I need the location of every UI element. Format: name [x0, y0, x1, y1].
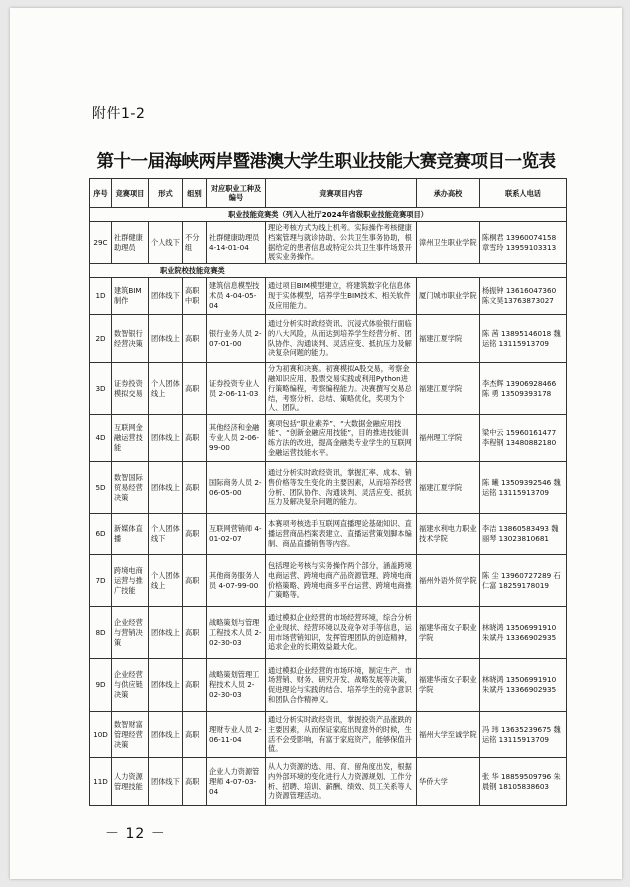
- cell-school: 华侨大学: [417, 758, 480, 806]
- cell-job: 战略策划管理工程技术人员 2-02-30-03: [207, 659, 266, 712]
- cell-form: 团体线上: [149, 462, 183, 514]
- cell-no: 10D: [90, 712, 112, 758]
- cell-job: 其他经济和金融专业人员 2-06-99-00: [207, 415, 266, 462]
- header-contact: 联系人电话: [480, 179, 567, 208]
- cell-group: 高职: [183, 462, 207, 514]
- cell-form: 个人线下: [149, 222, 183, 264]
- table-row: [90, 462, 567, 514]
- header-school: 承办高校: [417, 179, 480, 208]
- cell-group: 高职: [183, 514, 207, 555]
- cell-job: 建筑信息模型技术员 4-04-05-04: [207, 278, 266, 315]
- cell-project: 互联网金融运营技能: [112, 415, 149, 462]
- header-job: 对应职业工种及编号: [207, 179, 266, 208]
- cell-school: 福建华南女子职业学院: [417, 607, 480, 659]
- cell-content: 通过模拟企业经营的市场环境，制定生产、市场营销、财务、研究开发、战略发展等决策，促进理论与实践的结合、培养学生的竞争意识和团队合作精神义。: [266, 659, 417, 712]
- cell-no: 1D: [90, 278, 112, 315]
- cell-contact: 陈 尘 13960727289 石仁富 18259178019: [480, 555, 567, 607]
- annex-label: 附件1-2: [92, 106, 146, 122]
- cell-job: 社群健康助理员 4-14-01-04: [207, 222, 266, 264]
- cell-school: 福建江夏学院: [417, 315, 480, 363]
- header-group: 组别: [183, 179, 207, 208]
- section-title: 职业技能竞赛类（列入人社厅2024年省级职业技能竞赛项目）: [90, 208, 567, 222]
- section-row: [90, 208, 567, 222]
- cell-contact: 林晓鸿 13506991910 朱斌丹 13366902935: [480, 659, 567, 712]
- cell-project: 新媒体直播: [112, 514, 149, 555]
- cell-contact: 李杰辉 13906928466 陈 勇 13509393178: [480, 363, 567, 415]
- cell-form: 团体线下: [149, 758, 183, 806]
- table-row: [90, 555, 567, 607]
- cell-no: 2D: [90, 315, 112, 363]
- section-row: [90, 264, 567, 278]
- cell-group: 不分组: [183, 222, 207, 264]
- cell-job: 银行业务人员 2-07-01-00: [207, 315, 266, 363]
- table-row: [90, 712, 567, 758]
- header-form: 形式: [149, 179, 183, 208]
- table-row: [90, 415, 567, 462]
- cell-no: 29C: [90, 222, 112, 264]
- cell-job: 互联网营销师 4-01-02-07: [207, 514, 266, 555]
- cell-no: 3D: [90, 363, 112, 415]
- header-content: 竞赛项目内容: [266, 179, 417, 208]
- cell-school: 福建华南女子职业学院: [417, 659, 480, 712]
- cell-content: 通过模拟企业经营的市场经营环境，综合分析企业现状、经营环境以及竞争对手等信息，运用市场营销知识，发挥管理团队的创造精神，追求企业的长期效益最大化。: [266, 607, 417, 659]
- cell-contact: 林晓鸿 13506991910 朱斌丹 13366902935: [480, 607, 567, 659]
- cell-job: 证券投资专业人员 2-06-11-03: [207, 363, 266, 415]
- cell-group: 高职中职: [183, 278, 207, 315]
- competition-table: [89, 178, 567, 806]
- cell-school: 福建江夏学院: [417, 363, 480, 415]
- cell-contact: 冯 玮 13635239675 魏运铭 13115913709: [480, 712, 567, 758]
- cell-school: 漳州卫生职业学院: [417, 222, 480, 264]
- table-row: [90, 222, 567, 264]
- cell-no: 5D: [90, 462, 112, 514]
- cell-no: 9D: [90, 659, 112, 712]
- section-title: 职业院校技能竞赛类: [90, 264, 567, 278]
- cell-contact: 张 华 18859509796 朱晨钢 18105838603: [480, 758, 567, 806]
- cell-content: 包括理论考核与实务操作两个部分，涵盖跨境电商运营、跨境电商产品资源管理、跨境电商价格策略、跨境电商多平台运营、跨境电商推广策略等。: [266, 555, 417, 607]
- table-row: [90, 514, 567, 555]
- cell-project: 数智财富管理经营决策: [112, 712, 149, 758]
- cell-project: 数智国际贸易经营决策: [112, 462, 149, 514]
- cell-no: 4D: [90, 415, 112, 462]
- table-header-row: [90, 179, 567, 208]
- cell-no: 8D: [90, 607, 112, 659]
- cell-project: 跨境电商运营与推广技能: [112, 555, 149, 607]
- cell-contact: 梁中云 15960161477 李程钢 13480882180: [480, 415, 567, 462]
- cell-content: 从人力资源的选、用、育、留角度出发，根据内外部环境的变化进行人力资源规划、工作分析、招聘、培训、薪酬、绩效、员工关系等人力资源管理活动。: [266, 758, 417, 806]
- header-no: 序号: [90, 179, 112, 208]
- cell-no: 6D: [90, 514, 112, 555]
- cell-project: 社群健康助理员: [112, 222, 149, 264]
- cell-content: 理论考核方式为线上机考。实际操作考核健康档案管理与就诊协助、公共卫生事务协助，根据给定的患者信息或特定公共卫生事件场景开展实业务操作。: [266, 222, 417, 264]
- cell-form: 团体线上: [149, 607, 183, 659]
- cell-group: 高职: [183, 363, 207, 415]
- table-row: [90, 278, 567, 315]
- cell-project: 数智银行经营决策: [112, 315, 149, 363]
- header-project: 竞赛项目: [112, 179, 149, 208]
- cell-no: 11D: [90, 758, 112, 806]
- cell-job: 国际商务人员 2-06-05-00: [207, 462, 266, 514]
- cell-group: 高职: [183, 415, 207, 462]
- cell-contact: 陈 茜 13895146018 魏运铭 13115913709: [480, 315, 567, 363]
- cell-job: 其他商务服务人员 4-07-99-00: [207, 555, 266, 607]
- cell-school: 福州理工学院: [417, 415, 480, 462]
- page-number: － 12 －: [105, 826, 166, 842]
- cell-contact: 陈 曦 13509392546 魏运铭 13115913709: [480, 462, 567, 514]
- cell-project: 企业经营与供应链决策: [112, 659, 149, 712]
- cell-form: 团体线下: [149, 278, 183, 315]
- cell-no: 7D: [90, 555, 112, 607]
- cell-school: 福州外语外贸学院: [417, 555, 480, 607]
- cell-job: 战略策划与管理工程技术人员 2-02-30-03: [207, 607, 266, 659]
- cell-project: 证券投资模拟交易: [112, 363, 149, 415]
- cell-form: 团体线上: [149, 659, 183, 712]
- cell-form: 团体线上: [149, 315, 183, 363]
- table-row: [90, 659, 567, 712]
- cell-content: 赛项包括“职业素养”、“大数据金融应用技能”、“创新金融应用技能”，目的推进技能训练方法的改进，提高金融类专业学生的互联网金融运营技能水平。: [266, 415, 417, 462]
- cell-content: 通过项目BIM模型建立，将建筑数字化信息体现于实体模型，培养学生BIM技术、相关软件及应用能力。: [266, 278, 417, 315]
- cell-job: 理财专业人员 2-06-11-04: [207, 712, 266, 758]
- cell-school: 福建水利电力职业技术学院: [417, 514, 480, 555]
- table-row: [90, 315, 567, 363]
- cell-content: 通过分析实时政经资讯、沉浸式体验银行面临的八大风险，从而达到培养学生经营分析、团队协作、沟通谈判、灵活应变、抵抗压力及解决复杂问题的能力。: [266, 315, 417, 363]
- cell-form: 团体线上: [149, 415, 183, 462]
- cell-form: 个人团体线上: [149, 363, 183, 415]
- cell-group: 高职: [183, 758, 207, 806]
- table-row: [90, 363, 567, 415]
- document-page: [10, 8, 622, 879]
- cell-project: 企业经营与营销决策: [112, 607, 149, 659]
- cell-group: 高职: [183, 607, 207, 659]
- cell-school: 厦门城市职业学院: [417, 278, 480, 315]
- cell-school: 福建江夏学院: [417, 462, 480, 514]
- cell-content: 通过分析实时政经资讯，掌握投资产品涨跌的主要因素，从而保证家庭出现意外的时候，生活不会受影响，有富于家庭资产，能够保值升值。: [266, 712, 417, 758]
- cell-form: 个人团体线上: [149, 555, 183, 607]
- cell-group: 高职: [183, 712, 207, 758]
- cell-project: 建筑BIM制作: [112, 278, 149, 315]
- cell-contact: 李洁 13860583493 魏丽琴 13023810681: [480, 514, 567, 555]
- cell-group: 高职: [183, 659, 207, 712]
- cell-school: 福州大学至诚学院: [417, 712, 480, 758]
- cell-group: 高职: [183, 555, 207, 607]
- document-title: 第十一届海峡两岸暨港澳大学生职业技能大赛竞赛项目一览表: [96, 152, 556, 172]
- cell-content: 通过分析实时政经资讯，掌握汇率、成本、销售价格等发生变化的主要因素，从而培养经营分析、团队协作、沟通谈判、灵活应变、抵抗压力及解决复杂问题的能力。: [266, 462, 417, 514]
- cell-content: 本赛项考核选手互联网直播理论基础知识、直播运营商品档案表建立、直播运营策划脚本编制、商品直播销售等内容。: [266, 514, 417, 555]
- table-row: [90, 607, 567, 659]
- cell-contact: 陈桐君 13960074158 章雪玲 13959103313: [480, 222, 567, 264]
- table-row: [90, 758, 567, 806]
- cell-job: 企业人力资源管理师 4-07-03-04: [207, 758, 266, 806]
- cell-project: 人力资源管理技能: [112, 758, 149, 806]
- cell-contact: 杨振钟 13616047360 陈文昊13763873027: [480, 278, 567, 315]
- cell-content: 分为初赛和决赛。初赛模拟A股交易，考察金融知识应用、股票交易实践或利用Python进行策略编程，考察编程能力。决赛撰写交易总结，考察分析、总结、策略优化，奖项为个人、团队。: [266, 363, 417, 415]
- cell-form: 团体线上: [149, 712, 183, 758]
- cell-form: 个人团体线下: [149, 514, 183, 555]
- cell-group: 高职: [183, 315, 207, 363]
